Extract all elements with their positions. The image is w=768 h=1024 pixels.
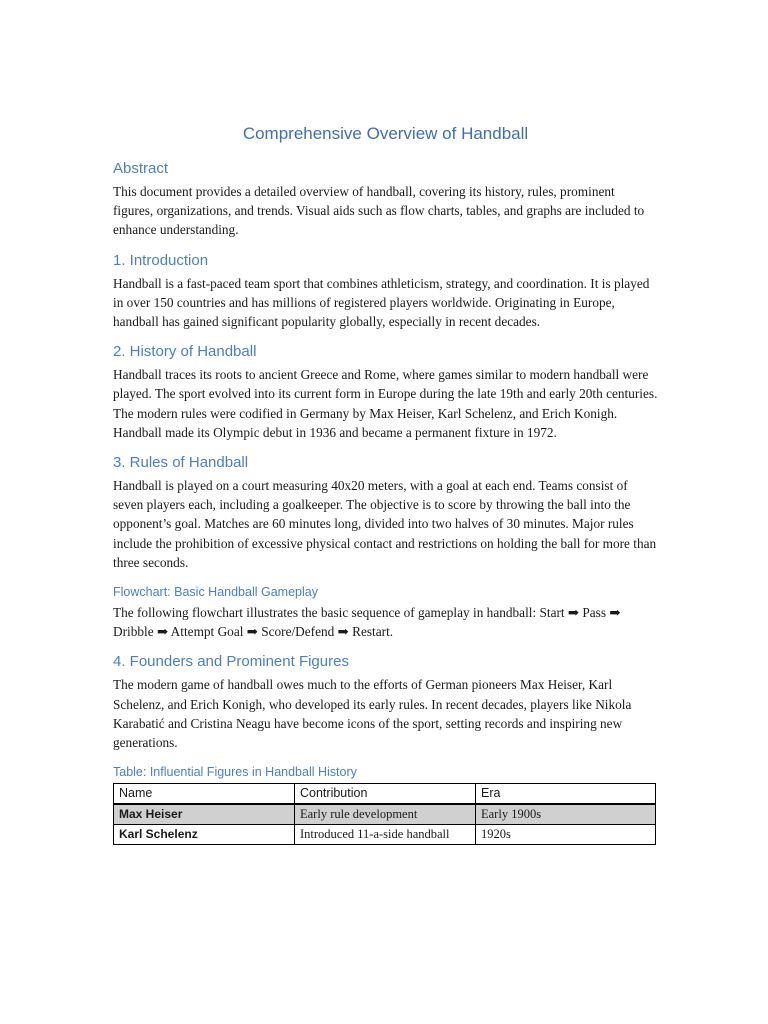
abstract-text: This document provides a detailed overview of handball, covering its history, rules, prominent figures, organizations, and trends. Visual aids such as flow charts, tables, and graphs are included to enhance understanding.: [113, 184, 645, 238]
table-cell-era: Early 1900s: [476, 804, 656, 825]
rules-heading: 3. Rules of Handball: [113, 454, 249, 472]
table-cell-era: 1920s: [476, 825, 656, 845]
flowchart-text: The following flowchart illustrates the basic sequence of gameplay in handball: Start ➡ Pass ➡ Dribble ➡ Attempt Goal ➡ Score/Defend ➡ Restart.: [113, 605, 621, 640]
figures-table: [113, 783, 656, 845]
history-heading: 2. History of Handball: [113, 343, 257, 361]
table-cell-contribution: Early rule development: [295, 804, 476, 825]
document-title: Comprehensive Overview of Handball: [242, 124, 529, 143]
document-body: [113, 124, 658, 845]
table-row: [114, 825, 656, 845]
founders-text: The modern game of handball owes much to the efforts of German pioneers Max Heiser, Karl Schelenz, and Erich Konigh, who developed its early rules. In recent decades, players like Nikola Karabatić and Cristina Neagu have become icons of the sport, setting records and inspiring new generations.: [113, 677, 632, 751]
table-header-name: Name: [114, 784, 295, 805]
history-text: Handball traces its roots to ancient Greece and Rome, where games similar to modern handball were played. The sport evolved into its current form in Europe during the late 19th and early 20th centuries. The modern rules were codified in Germany by Max Heiser, Karl Schelenz, and Erich Konigh. Handball made its Olympic debut in 1936 and became a permanent fixture in 1972.: [113, 367, 658, 440]
table-header-row: [114, 784, 656, 805]
table-header-contribution: Contribution: [295, 784, 476, 805]
flowchart-heading: Flowchart: Basic Handball Gameplay: [113, 585, 318, 600]
table-header-era: Era: [476, 784, 656, 805]
introduction-heading: 1. Introduction: [113, 251, 209, 269]
founders-heading: 4. Founders and Prominent Figures: [113, 653, 349, 671]
table-row: [114, 804, 656, 825]
table-cell-name: Max Heiser: [114, 804, 295, 825]
table-caption: Table: Influential Figures in Handball History: [113, 765, 357, 780]
rules-text: Handball is played on a court measuring 40x20 meters, with a goal at each end. Teams consist of seven players each, including a goalkeeper. The objective is to score by throwing the ball into the opponent’s goal. Matches are 60 minutes long, divided into two halves of 30 minutes. Major rules include the prohibition of excessive physical contact and restrictions on holding the ball for more than three seconds.: [113, 478, 657, 570]
table-cell-contribution: Introduced 11-a-side handball: [295, 825, 476, 845]
introduction-text: Handball is a fast-paced team sport that combines athleticism, strategy, and coordination. It is played in over 150 countries and has millions of registered players worldwide. Originating in Europe, handball has gained significant popularity globally, especially in recent decades.: [113, 275, 650, 330]
abstract-heading: Abstract: [113, 160, 169, 177]
table-cell-name: Karl Schelenz: [114, 825, 295, 845]
